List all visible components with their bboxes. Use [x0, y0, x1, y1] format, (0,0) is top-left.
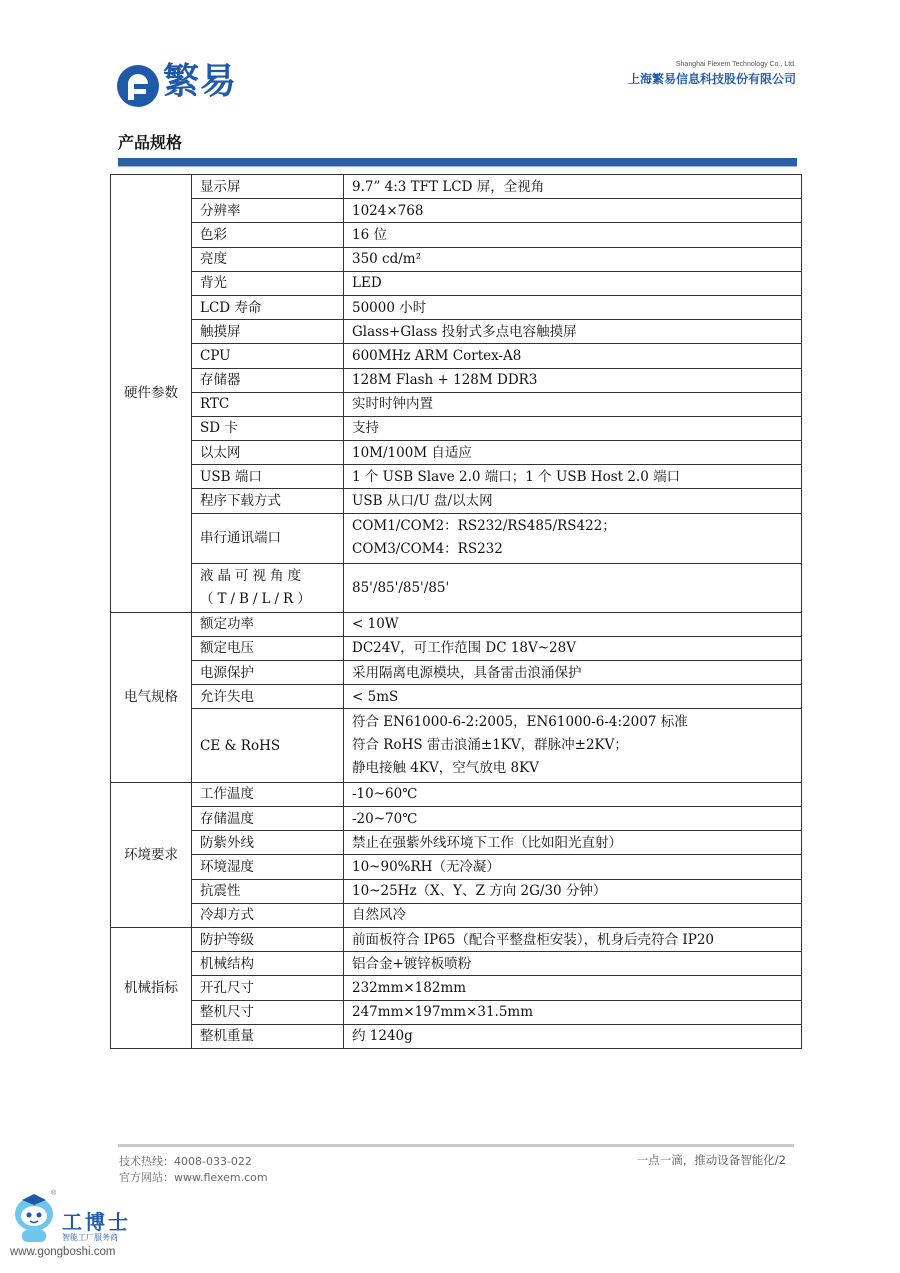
- table-row: [111, 709, 802, 783]
- spec-value: [344, 1000, 802, 1024]
- table-row: [111, 513, 802, 563]
- table-row: [111, 271, 802, 295]
- spec-category: 电气规格: [111, 612, 192, 782]
- title-bar: [118, 158, 797, 166]
- title-bar-underline: [118, 166, 797, 167]
- spec-value: [344, 320, 802, 344]
- table-row: [111, 782, 802, 806]
- spec-value-line: < 5mS: [352, 688, 399, 705]
- table-row: [111, 368, 802, 392]
- table-row: [111, 612, 802, 636]
- spec-table-body: [111, 175, 802, 1049]
- spec-name: 冷却方式: [192, 903, 344, 927]
- spec-value: [344, 782, 802, 806]
- spec-name: 亮度: [192, 247, 344, 271]
- spec-name: 显示屏: [192, 175, 344, 199]
- spec-value: [344, 661, 802, 685]
- table-row: [111, 223, 802, 247]
- spec-value: [344, 368, 802, 392]
- table-row: [111, 685, 802, 709]
- watermark-name: 工博士: [62, 1210, 131, 1234]
- spec-name: 电源保护: [192, 661, 344, 685]
- section-title: 产品规格: [118, 133, 183, 152]
- table-row: [111, 661, 802, 685]
- spec-name: 色彩: [192, 223, 344, 247]
- spec-value-line: 自然风冷: [352, 907, 406, 924]
- spec-name: USB 端口: [192, 465, 344, 489]
- brand-name: 繁易: [163, 61, 238, 102]
- spec-name: 额定功率: [192, 612, 344, 636]
- spec-value-line: 支持: [352, 420, 379, 437]
- spec-name: 机械结构: [192, 952, 344, 976]
- spec-value: [344, 489, 802, 513]
- spec-name: LCD 寿命: [192, 295, 344, 319]
- spec-value-line: 232mm×182mm: [352, 979, 467, 996]
- spec-value: [344, 928, 802, 952]
- watermark-subtitle: 智能工厂服务商: [62, 1233, 118, 1242]
- spec-name: 抗震性: [192, 879, 344, 903]
- spec-value-line: 1 个 USB Slave 2.0 端口；1 个 USB Host 2.0 端口: [352, 468, 681, 485]
- spec-value-line: 16 位: [352, 226, 387, 243]
- spec-value: [344, 612, 802, 636]
- spec-name: 开孔尺寸: [192, 976, 344, 1000]
- table-row: [111, 952, 802, 976]
- table-row: [111, 392, 802, 416]
- footer-divider: [118, 1144, 794, 1147]
- spec-name: 液晶可视角度（T/B/L/R）: [192, 563, 344, 612]
- spec-value-line: 350 cd/m²: [352, 251, 422, 268]
- spec-value: [344, 441, 802, 465]
- table-row: [111, 416, 802, 440]
- watermark-url: www.gongboshi.com: [10, 1246, 116, 1258]
- spec-name: 触摸屏: [192, 320, 344, 344]
- table-row: [111, 879, 802, 903]
- table-row: [111, 320, 802, 344]
- spec-value: [344, 465, 802, 489]
- table-row: [111, 441, 802, 465]
- spec-value: [344, 563, 802, 612]
- spec-value: [344, 295, 802, 319]
- spec-value-line: 1024×768: [352, 202, 424, 219]
- table-row: [111, 344, 802, 368]
- table-row: [111, 1000, 802, 1024]
- table-row: [111, 976, 802, 1000]
- table-row: [111, 489, 802, 513]
- spec-name: 防护等级: [192, 928, 344, 952]
- table-row: [111, 247, 802, 271]
- spec-name: CPU: [192, 344, 344, 368]
- spec-value: [344, 879, 802, 903]
- spec-value: [344, 807, 802, 831]
- spec-category: 机械指标: [111, 928, 192, 1049]
- spec-name: 串行通讯端口: [192, 513, 344, 563]
- spec-name: CE & RoHS: [192, 709, 344, 783]
- spec-value-line: 50000 小时: [352, 299, 427, 316]
- website-text: 官方网站：www.flexem.com: [119, 1171, 268, 1184]
- spec-value-line: COM3/COM4：RS232: [352, 541, 503, 558]
- spec-value: [344, 344, 802, 368]
- spec-value-line: 10~25Hz（X、Y、Z 方向 2G/30 分钟）: [352, 883, 607, 900]
- spec-value-line: Glass+Glass 投射式多点电容触摸屏: [352, 323, 577, 340]
- spec-category: 环境要求: [111, 782, 192, 927]
- footer-slogan-page: 一点一滴，推动设备智能化/2: [636, 1153, 786, 1167]
- spec-value-line: < 10W: [352, 616, 399, 633]
- spec-value: [344, 175, 802, 199]
- table-row: [111, 199, 802, 223]
- spec-value: [344, 513, 802, 563]
- spec-value-line: 247mm×197mm×31.5mm: [352, 1004, 534, 1021]
- spec-name: 以太网: [192, 441, 344, 465]
- spec-value-line: -10~60℃: [352, 786, 418, 803]
- spec-value-line: 禁止在强紫外线环境下工作（比如阳光直射）: [352, 834, 622, 851]
- table-row: [111, 855, 802, 879]
- spec-value-line: 600MHz ARM Cortex-A8: [352, 347, 522, 364]
- spec-value: [344, 903, 802, 927]
- spec-value-line: 符合 EN61000-6-2:2005，EN61000-6-4:2007 标准: [352, 714, 688, 731]
- spec-value-line: 前面板符合 IP65（配合平整盘柜安装），机身后壳符合 IP20: [352, 931, 715, 948]
- spec-value-line: LED: [352, 275, 382, 292]
- spec-value: [344, 247, 802, 271]
- spec-value: [344, 223, 802, 247]
- spec-name: 存储温度: [192, 807, 344, 831]
- spec-value-line: 85'/85'/85'/85': [352, 579, 450, 596]
- spec-name: 背光: [192, 271, 344, 295]
- spec-name: 程序下载方式: [192, 489, 344, 513]
- spec-category: 硬件参数: [111, 175, 192, 613]
- spec-value-line: 采用隔离电源模块，具备雷击浪涌保护: [352, 664, 582, 681]
- spec-name: 环境湿度: [192, 855, 344, 879]
- spec-value: [344, 685, 802, 709]
- table-row: [111, 636, 802, 660]
- table-row: [111, 831, 802, 855]
- spec-value-line: -20~70℃: [352, 810, 418, 827]
- spec-name: 整机重量: [192, 1024, 344, 1048]
- company-name-cn: 上海繁易信息科技股份有限公司: [627, 72, 796, 86]
- spec-value-line: 128M Flash + 128M DDR3: [352, 372, 538, 389]
- spec-value: [344, 392, 802, 416]
- spec-value-line: 实时时钟内置: [352, 396, 433, 413]
- spec-value-line: 铝合金+镀锌板喷粉: [352, 955, 472, 972]
- spec-value: [344, 199, 802, 223]
- spec-value-line: USB 从口/U 盘/以太网: [352, 493, 493, 510]
- spec-value-line: DC24V，可工作范围 DC 18V~28V: [352, 640, 576, 657]
- spec-name: RTC: [192, 392, 344, 416]
- footer-contact: [119, 1154, 268, 1186]
- spec-name: 额定电压: [192, 636, 344, 660]
- spec-value-line: 静电接触 4KV，空气放电 8KV: [352, 760, 539, 777]
- registered-mark: ®: [51, 1190, 57, 1197]
- spec-value: [344, 831, 802, 855]
- spec-name: 工作温度: [192, 782, 344, 806]
- spec-value: [344, 709, 802, 783]
- table-row: [111, 563, 802, 612]
- spec-name: 分辨率: [192, 199, 344, 223]
- spec-value: [344, 636, 802, 660]
- table-row: [111, 295, 802, 319]
- spec-value: [344, 952, 802, 976]
- spec-value: [344, 416, 802, 440]
- spec-table: [110, 174, 802, 1049]
- spec-name: 整机尺寸: [192, 1000, 344, 1024]
- spec-value-line: COM1/COM2：RS232/RS485/RS422；: [352, 518, 616, 535]
- spec-value-line: 9.7” 4:3 TFT LCD 屏，全视角: [352, 178, 545, 195]
- spec-value-line: 符合 RoHS 雷击浪涌±1KV，群脉冲±2KV；: [352, 737, 628, 754]
- spec-name: 允许失电: [192, 685, 344, 709]
- table-row: [111, 1024, 802, 1048]
- table-row: [111, 807, 802, 831]
- spec-value: [344, 271, 802, 295]
- table-row: [111, 928, 802, 952]
- company-name-en: Shanghai Flexem Technology Co., Ltd.: [675, 61, 796, 68]
- spec-value-line: 10M/100M 自适应: [352, 444, 472, 461]
- table-row: [111, 903, 802, 927]
- table-row: [111, 175, 802, 199]
- spec-name: 存储器: [192, 368, 344, 392]
- spec-name: SD 卡: [192, 416, 344, 440]
- table-row: [111, 465, 802, 489]
- robot-mascot-icon: [8, 1192, 60, 1246]
- spec-value: [344, 976, 802, 1000]
- spec-value: [344, 855, 802, 879]
- spec-name: 防紫外线: [192, 831, 344, 855]
- spec-value-line: 约 1240g: [352, 1028, 413, 1045]
- spec-value: [344, 1024, 802, 1048]
- hotline-text: 技术热线：4008-033-022: [119, 1155, 252, 1168]
- spec-value-line: 10~90%RH（无冷凝）: [352, 859, 500, 876]
